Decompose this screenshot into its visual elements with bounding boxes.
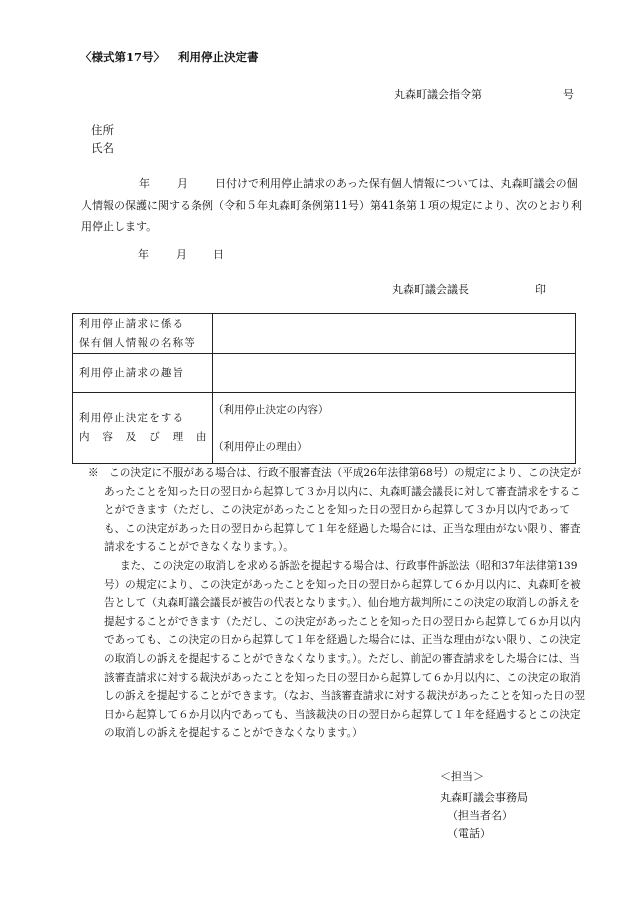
- date-day: 日: [213, 248, 224, 261]
- contact-phone: （電話）: [447, 827, 491, 840]
- contact-heading: ＜担当＞: [440, 770, 484, 783]
- reference-office: 丸森町議会指令第: [394, 88, 482, 101]
- table-row: [73, 354, 576, 393]
- appeal-notice: [88, 464, 586, 743]
- date-month: 月: [176, 248, 187, 261]
- body-year: 年: [139, 177, 150, 190]
- form-number: 〈様式第17号〉: [80, 50, 166, 64]
- contact-person: （担当者名）: [447, 809, 513, 822]
- body-month: 月: [177, 177, 188, 190]
- decision-table: [72, 313, 576, 464]
- notice-paragraph-lawsuit: また、この決定の取消しを求める訴訟を提起する場合は、行政事件訴訟法（昭和37年法律第139号）の規定により、この決定があったことを知った日の翌日から起算して６か月以内に、丸森町を被告として（丸森町議会議長が被告の代表となります。）、仙台地方裁判所にこの決定の取消しの訴えを提起することができます（ただし、この決定があったことを知った日の翌日から起算して６か月以内であっても、この決定の日から起算して１年を経過した場合には、正当な理由がない限り、この決定の取消しの訴えを提起することができなくなります。）。ただし、前記の審査請求をした場合には、当該審査請求に対する裁決があったことを知った日の翌日から起算して６か月以内に、この決定の取消しの訴えを提起することができます。（なお、当該審査請求に対する裁決があったことを知った日の翌日から起算して６か月以内であっても、当該裁決の日の翌日から起算して１年を経過するとこの決定の取消しの訴えを提起することができなくなります。）: [104, 559, 586, 740]
- info-name-value: [213, 314, 576, 354]
- table-row: [73, 314, 576, 354]
- decision-reason-label: 利用停止決定をする 内 容 及 び 理 由: [73, 393, 213, 464]
- request-purpose-label: 利用停止請求の趣旨: [73, 354, 213, 393]
- issue-date: [138, 246, 224, 262]
- info-name-label: 利用停止請求に係る 保有個人情報の名称等: [73, 314, 213, 354]
- body-text: 日付けで利用停止請求のあった保有個人情報については、丸森町議会の個人情報の保護に関する条例（令和５年丸森町条例第11号）第41条第１項の規定により、次のとおり利用停止します。: [81, 177, 582, 233]
- seal-mark: 印: [535, 283, 546, 296]
- date-year: 年: [138, 248, 149, 261]
- contact-office: 丸森町議会事務局: [440, 791, 528, 804]
- chair-signature: 丸森町議会議長: [392, 283, 469, 296]
- decision-content-label: （利用停止決定の内容）: [213, 404, 329, 416]
- body-paragraph: [81, 173, 586, 238]
- address-label: 住所: [91, 123, 114, 137]
- notice-paragraph-appeal: ※ この決定に不服がある場合は、行政不服審査法（平成26年法律第68号）の規定により、この決定があったことを知った日の翌日から起算して３か月以内に、丸森町議会議長に対して審査請求をすることができます（ただし、この決定があったことを知った日の翌日から起算して３か月以内であっても、この決定があった日の翌日から起算して１年を経過した場合には、正当な理由がない限り、審査請求をすることができなくなります。）。: [88, 467, 582, 554]
- document-title: 利用停止決定書: [178, 50, 259, 64]
- request-purpose-value: [213, 354, 576, 393]
- decision-detail-cell: [213, 393, 576, 464]
- decision-reason-text-label: （利用停止の理由）: [213, 441, 308, 453]
- table-row: [73, 393, 576, 464]
- reference-number-suffix: 号: [563, 88, 574, 101]
- name-label: 氏名: [91, 141, 114, 155]
